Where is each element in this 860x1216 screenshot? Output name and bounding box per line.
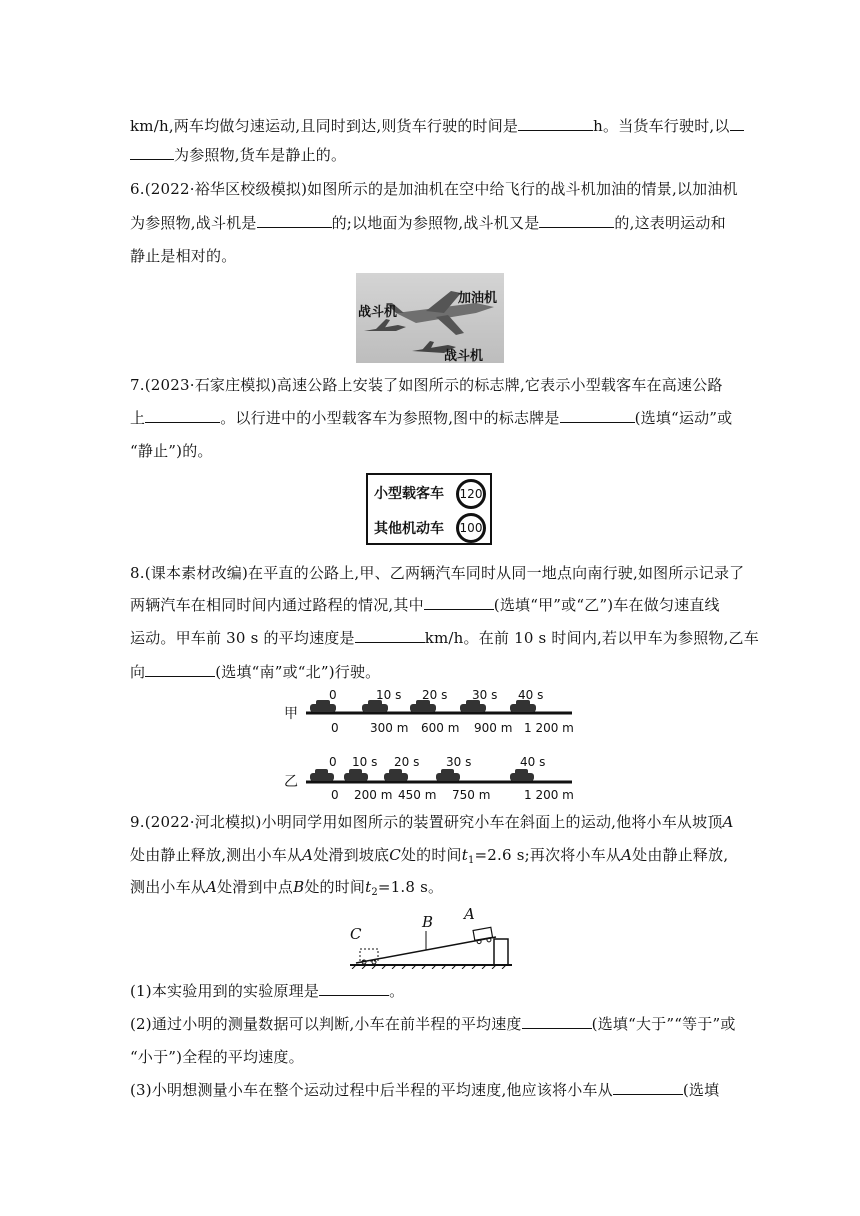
answer-blank[interactable] xyxy=(613,1080,683,1095)
text-line: 向 (选填“南”或“北”)行驶。 xyxy=(130,663,381,681)
time-label: 30 s xyxy=(472,688,498,702)
time-label: 20 s xyxy=(394,755,420,769)
distance-label: 1 200 m xyxy=(524,721,574,735)
answer-blank[interactable] xyxy=(145,408,220,423)
answer-blank[interactable] xyxy=(522,1014,592,1029)
distance-label: 1 200 m xyxy=(524,788,574,802)
point-B-label: B xyxy=(422,913,434,931)
sub-question-1: (1)本实验用到的实验原理是 。 xyxy=(130,982,405,1000)
distance-label: 0 xyxy=(331,721,339,735)
distance-label: 600 m xyxy=(421,721,460,735)
incline-figure xyxy=(346,905,516,969)
answer-blank[interactable] xyxy=(730,116,744,131)
answer-blank[interactable] xyxy=(130,145,174,160)
time-label: 10 s xyxy=(376,688,402,702)
answer-blank[interactable] xyxy=(257,213,332,228)
distance-label: 200 m xyxy=(354,788,393,802)
question-9: 9.(2022·河北模拟)小明同学用如图所示的装置研究小车在斜面上的运动,他将小车从坡顶A xyxy=(130,813,734,831)
sign-label: 其他机动车 xyxy=(374,521,444,537)
text-line: 处由静止释放,测出小车从A处滑到坡底C处的时间$t_1=2.6$ s;再次将小车从A处由静止释放, xyxy=(130,846,729,866)
distance-label: 900 m xyxy=(474,721,513,735)
speed-limit-sign xyxy=(366,473,492,545)
sub-question-3: (3)小明想测量小车在整个运动过程中后半程的平均速度,他应该将小车从 (选填 xyxy=(130,1081,720,1099)
distance-label: 300 m xyxy=(370,721,409,735)
point-A-label: A xyxy=(464,905,475,923)
refueling-photo xyxy=(356,273,504,363)
distance-label: 0 xyxy=(331,788,339,802)
car-distance-figure xyxy=(282,688,582,806)
text-line: 静止是相对的。 xyxy=(130,247,237,265)
text-line: 测出小车从A处滑到中点B处的时间$t_2=1.8$ s。 xyxy=(130,878,444,898)
car-yi-label: 乙 xyxy=(284,774,298,790)
time-label: 0 xyxy=(329,755,337,769)
sub-question-2: (2)通过小明的测量数据可以判断,小车在前半程的平均速度 (选填“大于”“等于”或 xyxy=(130,1015,736,1033)
answer-blank[interactable] xyxy=(424,595,494,610)
car-jia-label: 甲 xyxy=(284,706,298,722)
text-line: 运动。甲车前 30 s 的平均速度是 km/h。在前 10 s 时间内,若以甲车为参照物,乙车 xyxy=(130,629,759,647)
text-line: 为参照物,战斗机是 的;以地面为参照物,战斗机又是 的,这表明运动和 xyxy=(130,214,726,232)
point-C-label: C xyxy=(350,925,362,943)
answer-blank[interactable] xyxy=(355,628,425,643)
text-line: 为参照物,货车是静止的。 xyxy=(130,145,346,165)
text-line: “静止”)的。 xyxy=(130,442,213,460)
text-line: 两辆汽车在相同时间内通过路程的情况,其中 (选填“甲”或“乙”)车在做匀速直线 xyxy=(130,596,720,614)
time-label: 40 s xyxy=(518,688,544,702)
answer-blank[interactable] xyxy=(518,116,593,131)
speed-circle: 100 xyxy=(456,513,486,543)
fighter-label: 战斗机 xyxy=(358,305,398,320)
tanker-label: 加油机 xyxy=(458,291,498,306)
time-label: 10 s xyxy=(352,755,378,769)
answer-blank[interactable] xyxy=(145,662,215,677)
answer-blank[interactable] xyxy=(539,213,614,228)
text-line: “小于”)全程的平均速度。 xyxy=(130,1048,304,1066)
distance-label: 750 m xyxy=(452,788,491,802)
question-7: 7.(2023·石家庄模拟)高速公路上安装了如图所示的标志牌,它表示小型载客车在高速公路 xyxy=(130,376,723,394)
question-6: 6.(2022·裕华区校级模拟)如图所示的是加油机在空中给飞行的战斗机加油的情景,以加油机 xyxy=(130,180,738,198)
time-label: 30 s xyxy=(446,755,472,769)
fighter-label: 战斗机 xyxy=(444,349,484,364)
text-line: km/h,两车均做匀速运动,且同时到达,则货车行驶的时间是 h。当货车行驶时,以 xyxy=(130,116,744,136)
sign-label: 小型载客车 xyxy=(374,486,444,502)
time-label: 20 s xyxy=(422,688,448,702)
question-8: 8.(课本素材改编)在平直的公路上,甲、乙两辆汽车同时从同一地点向南行驶,如图所示记录了 xyxy=(130,564,745,582)
answer-blank[interactable] xyxy=(319,981,389,996)
time-label: 0 xyxy=(329,688,337,702)
answer-blank[interactable] xyxy=(560,408,635,423)
text-line: 上 。以行进中的小型载客车为参照物,图中的标志牌是 (选填“运动”或 xyxy=(130,409,733,427)
speed-circle: 120 xyxy=(456,479,486,509)
time-label: 40 s xyxy=(520,755,546,769)
distance-label: 450 m xyxy=(398,788,437,802)
